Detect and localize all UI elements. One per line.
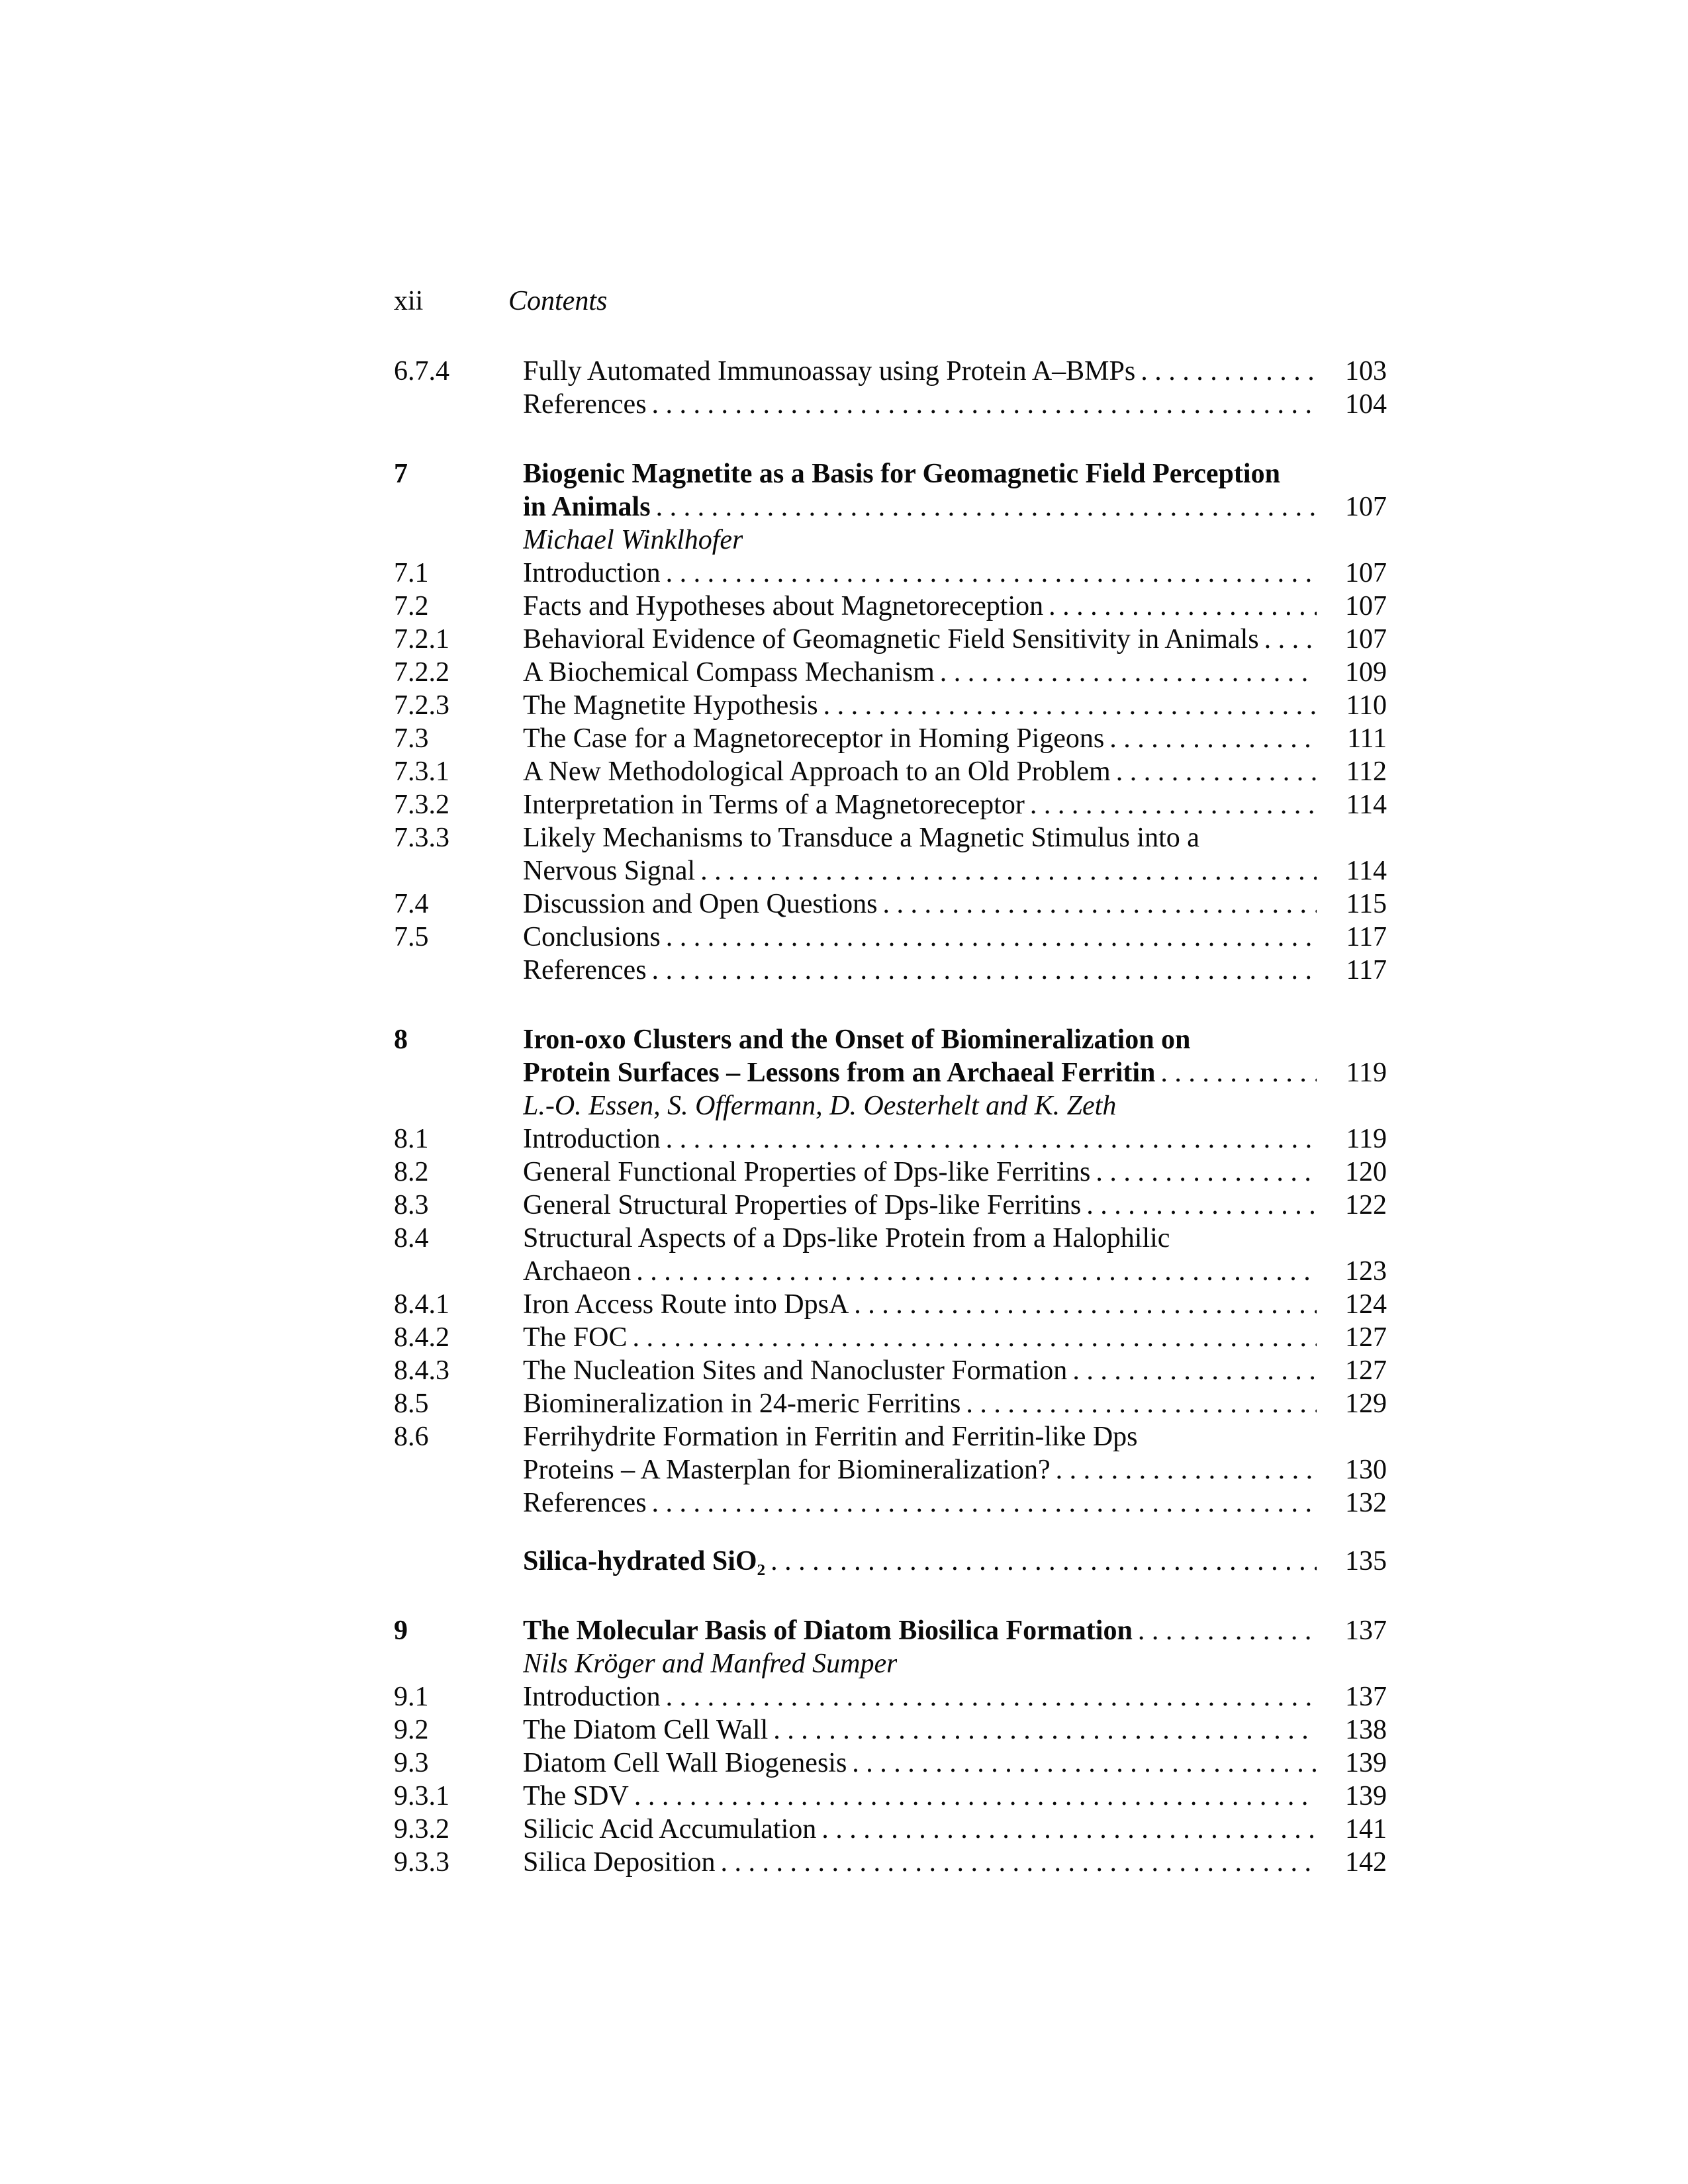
entry-title: The Diatom Cell Wall <box>523 1715 769 1745</box>
section-number: 7.1 <box>394 558 429 588</box>
toc-row <box>394 887 1387 921</box>
page-number: 130 <box>1345 1455 1387 1485</box>
toc-row <box>394 623 1387 656</box>
toc-row <box>394 388 1387 421</box>
section-number: 9 <box>394 1615 408 1646</box>
toc-row <box>394 355 1387 388</box>
dot-leader <box>768 1713 1317 1747</box>
entry-title: Introduction <box>523 1682 661 1712</box>
toc-row <box>394 490 1387 523</box>
section-number: 9.3.3 <box>394 1847 449 1878</box>
page-number: 117 <box>1346 922 1387 952</box>
entry-title: References <box>523 1488 647 1518</box>
dot-leader <box>847 1747 1317 1780</box>
entry-title: Facts and Hypotheses about Magnetoreception <box>523 591 1044 621</box>
entry-title: General Structural Properties of Dps-like Ferritins <box>523 1190 1082 1220</box>
page-number: 135 <box>1345 1546 1387 1576</box>
dot-leader <box>1043 590 1317 623</box>
toc-row <box>394 1387 1387 1420</box>
section-number: 8 <box>394 1024 408 1055</box>
dot-leader <box>765 1545 1317 1578</box>
toc-row <box>394 1354 1387 1387</box>
dot-leader <box>1090 1156 1317 1189</box>
toc-row <box>394 457 1387 490</box>
toc-row <box>394 1846 1387 1879</box>
entry-title: Nervous Signal <box>523 856 696 886</box>
dot-leader <box>661 557 1317 590</box>
entry-title: Protein Surfaces – Lessons from an Archaeal Ferritin <box>523 1058 1156 1088</box>
entry-title: The Molecular Basis of Diatom Biosilica Formation <box>523 1615 1133 1646</box>
entry-title: Biomineralization in 24-meric Ferritins <box>523 1388 961 1419</box>
section-number: 7.2.3 <box>394 690 449 721</box>
entry-title: The SDV <box>523 1781 629 1811</box>
dot-leader <box>715 1846 1317 1879</box>
entry-title: Proteins – A Masterplan for Biomineralization? <box>523 1455 1051 1485</box>
section-number: 8.4 <box>394 1223 429 1253</box>
page-number: 103 <box>1345 356 1387 387</box>
page-number: 110 <box>1346 690 1387 721</box>
dot-leader <box>651 490 1317 523</box>
toc-row <box>394 1420 1387 1453</box>
toc-row <box>394 821 1387 854</box>
toc-row <box>394 954 1387 987</box>
entry-title: The Nucleation Sites and Nanocluster Formation <box>523 1355 1068 1386</box>
entry-title: in Animals <box>523 492 651 522</box>
section-number: 9.3.1 <box>394 1781 449 1811</box>
page-number: 138 <box>1345 1715 1387 1745</box>
dot-leader <box>631 1255 1317 1288</box>
page-number: 114 <box>1346 790 1387 820</box>
page-number: 109 <box>1345 657 1387 688</box>
toc-row <box>394 1056 1387 1089</box>
toc-row <box>394 1288 1387 1321</box>
toc-row <box>394 1156 1387 1189</box>
entry-title: Likely Mechanisms to Transduce a Magnetic Stimulus into a <box>523 823 1199 853</box>
toc-row <box>394 1680 1387 1713</box>
dot-leader <box>1135 355 1317 388</box>
dot-leader <box>1104 722 1317 755</box>
section-number: 7.5 <box>394 922 429 952</box>
page-number: 132 <box>1345 1488 1387 1518</box>
dot-leader <box>1133 1614 1317 1647</box>
entry-title: Diatom Cell Wall Biogenesis <box>523 1748 847 1778</box>
dot-leader <box>647 388 1317 421</box>
page-number: 120 <box>1345 1157 1387 1187</box>
dot-leader <box>961 1387 1317 1420</box>
section-number: 9.3 <box>394 1748 429 1778</box>
entry-title: The Magnetite Hypothesis <box>523 690 818 721</box>
section-number: 8.5 <box>394 1388 429 1419</box>
page-number: 124 <box>1345 1289 1387 1320</box>
page-content <box>394 285 1387 1879</box>
toc-row <box>394 523 1387 557</box>
page-number: 129 <box>1345 1388 1387 1419</box>
toc-row <box>394 722 1387 755</box>
entry-title: A New Methodological Approach to an Old Problem <box>523 756 1111 787</box>
entry-title: Silica Deposition <box>523 1847 716 1878</box>
page-number: 127 <box>1345 1355 1387 1386</box>
entry-title: Fully Automated Immunoassay using Protein A–BMPs <box>523 356 1136 387</box>
toc-row <box>394 1122 1387 1156</box>
page-number: 107 <box>1345 624 1387 655</box>
page-number: 139 <box>1345 1781 1387 1811</box>
section-number: 7.2.1 <box>394 624 449 655</box>
toc-row <box>394 854 1387 887</box>
dot-leader <box>661 1122 1317 1156</box>
dot-leader <box>1051 1453 1317 1486</box>
section-number: 9.3.2 <box>394 1814 449 1844</box>
dot-leader <box>1259 623 1317 656</box>
page-number: 112 <box>1346 756 1387 787</box>
page-number: 104 <box>1345 389 1387 420</box>
entry-title: Nils Kröger and Manfred Sumper <box>523 1649 898 1679</box>
toc-row <box>394 1647 1387 1680</box>
page-number: 137 <box>1345 1682 1387 1712</box>
toc-row <box>394 788 1387 821</box>
page-number: 119 <box>1346 1124 1387 1154</box>
section-number: 8.4.3 <box>394 1355 449 1386</box>
toc-row <box>394 1089 1387 1122</box>
section-number: 8.4.2 <box>394 1322 449 1353</box>
entry-title: Ferrihydrite Formation in Ferritin and Ferritin-like Dps <box>523 1422 1138 1452</box>
section-number: 9.2 <box>394 1715 429 1745</box>
page-number: 107 <box>1345 492 1387 522</box>
section-number: 6.7.4 <box>394 356 449 387</box>
entry-title: Discussion and Open Questions <box>523 889 878 919</box>
page-number: 139 <box>1345 1748 1387 1778</box>
toc-row <box>394 1713 1387 1747</box>
toc-row <box>394 1747 1387 1780</box>
entry-title: Iron Access Route into DpsA <box>523 1289 849 1320</box>
entry-title: Silica-hydrated SiO₂ <box>523 1546 766 1576</box>
dot-leader <box>1067 1354 1317 1387</box>
page-number: 142 <box>1345 1847 1387 1878</box>
entry-title: Conclusions <box>523 922 661 952</box>
section-number: 7 <box>394 459 408 489</box>
page-header <box>394 285 1387 318</box>
dot-leader <box>1111 755 1317 788</box>
toc-row <box>394 921 1387 954</box>
dot-leader <box>661 921 1317 954</box>
section-number: 7.3.2 <box>394 790 449 820</box>
toc-row <box>394 1255 1387 1288</box>
section-number: 7.3.3 <box>394 823 449 853</box>
entry-title: L.-O. Essen, S. Offermann, D. Oesterhelt and K. Zeth <box>523 1091 1117 1121</box>
section-number: 8.6 <box>394 1422 429 1452</box>
dot-leader <box>647 1486 1317 1520</box>
entry-title: Structural Aspects of a Dps-like Protein from a Halophilic <box>523 1223 1170 1253</box>
toc-row <box>394 1486 1387 1520</box>
dot-leader <box>849 1288 1317 1321</box>
page-number: 122 <box>1345 1190 1387 1220</box>
dot-leader <box>1025 788 1317 821</box>
dot-leader <box>1155 1056 1317 1089</box>
entry-title: Introduction <box>523 558 661 588</box>
toc-row <box>394 1545 1387 1578</box>
page-number: 123 <box>1345 1256 1387 1287</box>
toc-row <box>394 1614 1387 1647</box>
running-head: Contents <box>508 286 608 316</box>
toc-row <box>394 1780 1387 1813</box>
dot-leader <box>1081 1189 1317 1222</box>
entry-title: The Case for a Magnetoreceptor in Homing Pigeons <box>523 723 1105 754</box>
entry-title: Interpretation in Terms of a Magnetoreceptor <box>523 790 1025 820</box>
dot-leader <box>661 1680 1317 1713</box>
page-number: 127 <box>1345 1322 1387 1353</box>
dot-leader <box>629 1780 1317 1813</box>
page-number: 115 <box>1346 889 1387 919</box>
dot-leader <box>877 887 1317 921</box>
section-number: 8.4.1 <box>394 1289 449 1320</box>
page-number: 107 <box>1345 558 1387 588</box>
page-number: 137 <box>1345 1615 1387 1646</box>
toc-rows <box>394 355 1387 1879</box>
entry-title: References <box>523 389 647 420</box>
section-number: 7.4 <box>394 889 429 919</box>
toc-row <box>394 755 1387 788</box>
dot-leader <box>816 1813 1317 1846</box>
entry-title: Biogenic Magnetite as a Basis for Geomagnetic Field Perception <box>523 459 1280 489</box>
page-number: 119 <box>1346 1058 1387 1088</box>
folio-page-number: xii <box>394 286 424 316</box>
dot-leader <box>628 1321 1317 1354</box>
dot-leader <box>695 854 1317 887</box>
section-number: 8.3 <box>394 1190 429 1220</box>
section-number: 7.3 <box>394 723 429 754</box>
section-number: 9.1 <box>394 1682 429 1712</box>
entry-title: Michael Winklhofer <box>523 525 743 555</box>
page-number: 107 <box>1345 591 1387 621</box>
section-number: 7.2.2 <box>394 657 449 688</box>
page-number: 141 <box>1345 1814 1387 1844</box>
entry-title: The FOC <box>523 1322 628 1353</box>
toc-row <box>394 1023 1387 1056</box>
toc-row <box>394 1813 1387 1846</box>
page-number: 117 <box>1346 955 1387 985</box>
entry-title: A Biochemical Compass Mechanism <box>523 657 935 688</box>
page-number: 111 <box>1347 723 1387 754</box>
entry-title: Introduction <box>523 1124 661 1154</box>
toc-row <box>394 1222 1387 1255</box>
toc-row <box>394 689 1387 722</box>
section-number: 8.2 <box>394 1157 429 1187</box>
toc-row <box>394 557 1387 590</box>
entry-title: General Functional Properties of Dps-like Ferritins <box>523 1157 1091 1187</box>
dot-leader <box>935 656 1317 689</box>
toc-row <box>394 590 1387 623</box>
entry-title: Behavioral Evidence of Geomagnetic Field Sensitivity in Animals <box>523 624 1259 655</box>
entry-title: References <box>523 955 647 985</box>
toc-row <box>394 656 1387 689</box>
toc-row <box>394 1453 1387 1486</box>
entry-title: Iron-oxo Clusters and the Onset of Biomineralization on <box>523 1024 1191 1055</box>
entry-title: Silicic Acid Accumulation <box>523 1814 817 1844</box>
section-number: 7.3.1 <box>394 756 449 787</box>
dot-leader <box>818 689 1317 722</box>
dot-leader <box>647 954 1317 987</box>
section-number: 8.1 <box>394 1124 429 1154</box>
toc-row <box>394 1321 1387 1354</box>
toc-row <box>394 1189 1387 1222</box>
page-number: 114 <box>1346 856 1387 886</box>
section-number: 7.2 <box>394 591 429 621</box>
entry-title: Archaeon <box>523 1256 632 1287</box>
